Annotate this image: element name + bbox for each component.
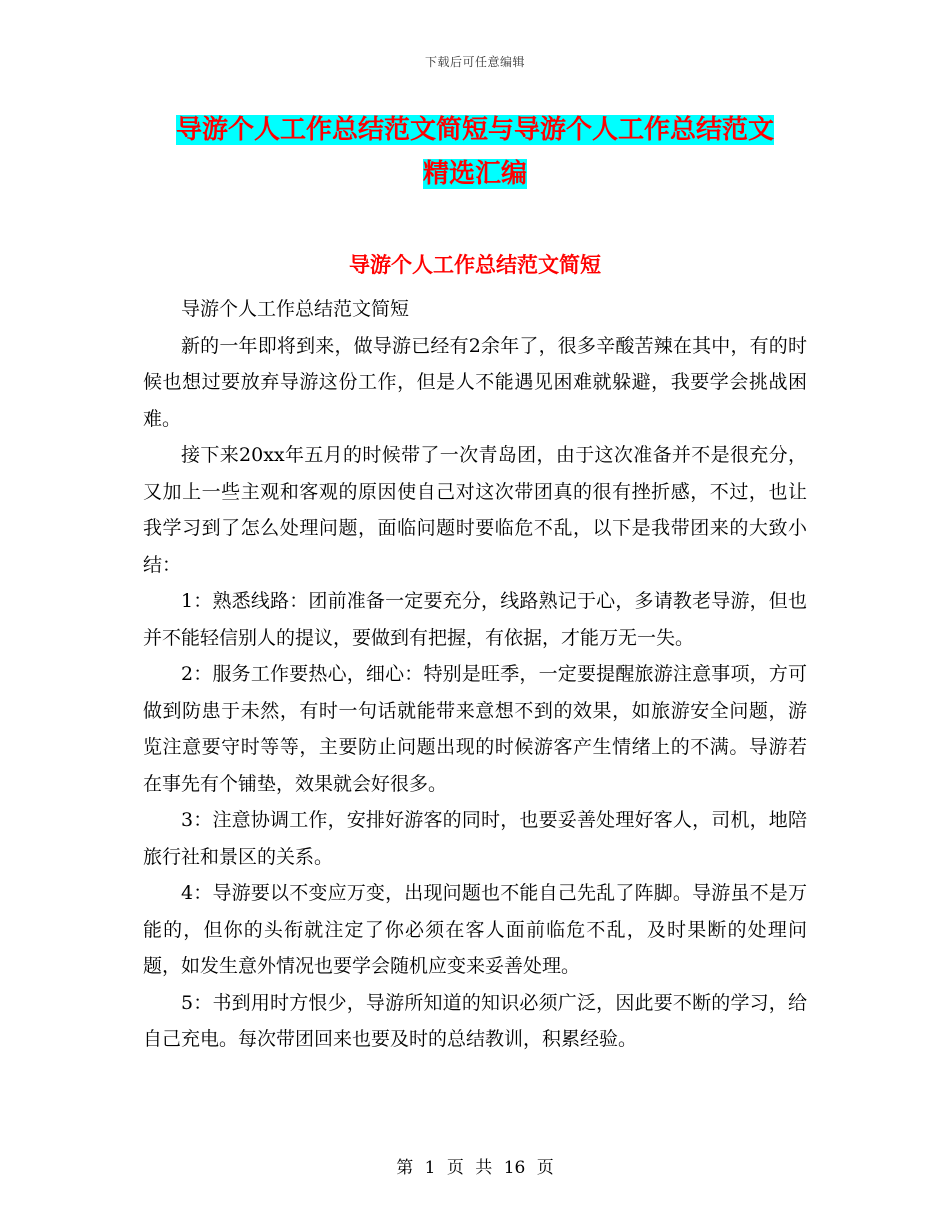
section-title: 导游个人工作总结范文简短 [349,253,601,277]
paragraph: 1：熟悉线路：团前准备一定要充分，线路熟记于心，多请教老导游，但也并不能轻信别人的提议，要做到有把握，有依据，才能万无一失。 [143,590,807,649]
document-title-line-1: 导游个人工作总结范文简短与导游个人工作总结范文 [175,115,774,145]
header-note: 下载后可任意编辑 [424,55,525,69]
document-body [143,291,807,1058]
paragraph: 接下来20xx年五月的时候带了一次青岛团，由于这次准备并不是很充分，又加上一些主观和客观的原因使自己对这次带团真的很有挫折感，不过，也让我学习到了怎么处理问题，面临问题时要临危不乱，以下是我带团来的大致小结： [143,444,807,576]
paragraph: 4：导游要以不变应万变，出现问题也不能自己先乱了阵脚。导游虽不是万能的，但你的头衔就注定了你必须在客人面前临危不乱，及时果断的处理问题，如发生意外情况也要学会随机应变来妥善处理。 [143,882,807,977]
paragraph: 导游个人工作总结范文简短 [181,298,410,320]
paragraph: 新的一年即将到来，做导游已经有2余年了，很多辛酸苦辣在其中，有的时候也想过要放弃导游这份工作，但是人不能遇见困难就躲避，我要学会挑战困难。 [143,334,807,430]
paragraph: 2：服务工作要热心，细心：特别是旺季，一定要提醒旅游注意事项，方可做到防患于未然，有时一句话就能带来意想不到的效果，如旅游安全问题，游览注意要守时等等，主要防止问题出现的时候游客产生情绪上的不满。导游若在事先有个铺垫，效果就会好很多。 [143,663,807,795]
paragraph: 3：注意协调工作，安排好游客的同时，也要妥善处理好客人，司机，地陪旅行社和景区的关系。 [143,809,807,868]
document-title-line-2: 精选汇编 [422,159,527,189]
page-footer: 第 1 页 共 16 页 [396,1158,554,1178]
document-title [140,108,810,196]
paragraph: 5：书到用时方恨少，导游所知道的知识必须广泛，因此要不断的学习，给自己充电。每次带团回来也要及时的总结教训，积累经验。 [143,991,807,1050]
